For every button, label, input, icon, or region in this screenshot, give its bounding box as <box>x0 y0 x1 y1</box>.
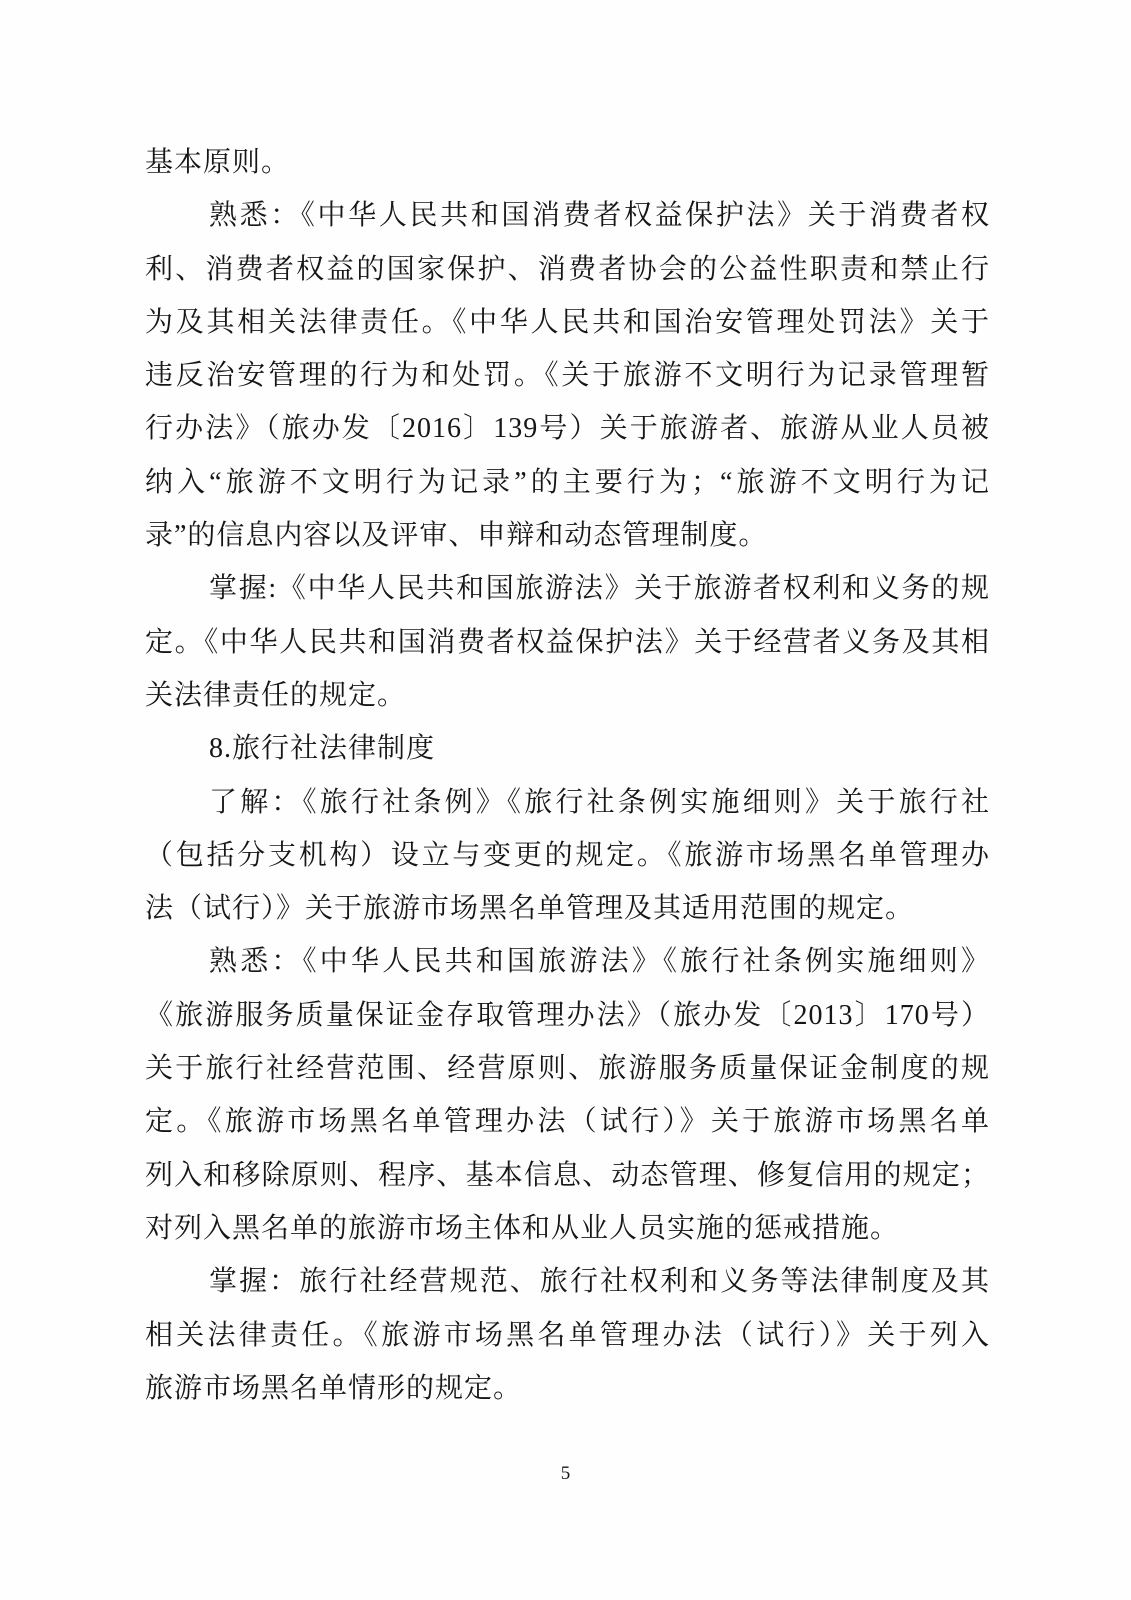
paragraph <box>145 776 990 936</box>
text-line: 熟悉：《中华人民共和国旅游法》《旅行社条例实施细则》 <box>209 946 990 978</box>
text-line: 纳入“旅游不文明行为记录”的主要行为；“旅游不文明行为记 <box>145 466 990 498</box>
text-line: 利、消费者权益的国家保护、消费者协会的公益性职责和禁止行 <box>145 253 990 285</box>
text-block <box>145 136 990 1415</box>
text-line: 了解：《旅行社条例》《旅行社条例实施细则》关于旅行社 <box>209 786 990 818</box>
text-line: 相关法律责任。《旅游市场黑名单管理办法（试行）》关于列入 <box>145 1319 990 1351</box>
text-line: 关于旅行社经营范围、经营原则、旅游服务质量保证金制度的规 <box>145 1053 990 1085</box>
text-line: 基本原则。 <box>145 147 291 178</box>
paragraph <box>145 562 990 722</box>
paragraph <box>145 935 990 1255</box>
text-line: 违反治安管理的行为和处罚。《关于旅游不文明行为记录管理暂 <box>145 360 990 392</box>
paragraph <box>145 722 990 775</box>
text-line: 为及其相关法律责任。《中华人民共和国治安管理处罚法》关于 <box>145 306 990 338</box>
text-line: 定。《旅游市场黑名单管理办法（试行）》关于旅游市场黑名单 <box>145 1106 990 1138</box>
page-number: 5 <box>560 1463 571 1484</box>
text-line: 旅游市场黑名单情形的规定。 <box>145 1372 523 1404</box>
paragraph <box>145 1255 990 1415</box>
text-line: 掌握:《中华人民共和国旅游法》关于旅游者权利和义务的规 <box>209 573 990 605</box>
paragraph <box>145 189 990 562</box>
text-line: 定。《中华人民共和国消费者权益保护法》关于经营者义务及其相 <box>145 626 990 658</box>
text-line: 熟悉：《中华人民共和国消费者权益保护法》关于消费者权 <box>209 200 990 232</box>
text-line: （包括分支机构）设立与变更的规定。《旅游市场黑名单管理办 <box>145 839 990 871</box>
text-line: 8.旅行社法律制度 <box>209 733 436 765</box>
text-line: 法（试行）》关于旅游市场黑名单管理及其适用范围的规定。 <box>145 893 915 925</box>
text-line: 关法律责任的规定。 <box>145 679 407 711</box>
paragraph <box>145 136 990 189</box>
text-line: 掌握：旅行社经营规范、旅行社权利和义务等法律制度及其 <box>209 1266 990 1298</box>
text-line: 录”的信息内容以及评审、申辩和动态管理制度。 <box>145 520 768 552</box>
text-line: 列入和移除原则、程序、基本信息、动态管理、修复信用的规定； <box>145 1159 990 1191</box>
text-line: 《旅游服务质量保证金存取管理办法》（旅办发〔2013〕170号） <box>145 999 990 1031</box>
text-line: 行办法》（旅办发〔2016〕139号）关于旅游者、旅游从业人员被 <box>145 413 990 445</box>
text-line: 对列入黑名单的旅游市场主体和从业人员实施的惩戒措施。 <box>145 1212 900 1244</box>
